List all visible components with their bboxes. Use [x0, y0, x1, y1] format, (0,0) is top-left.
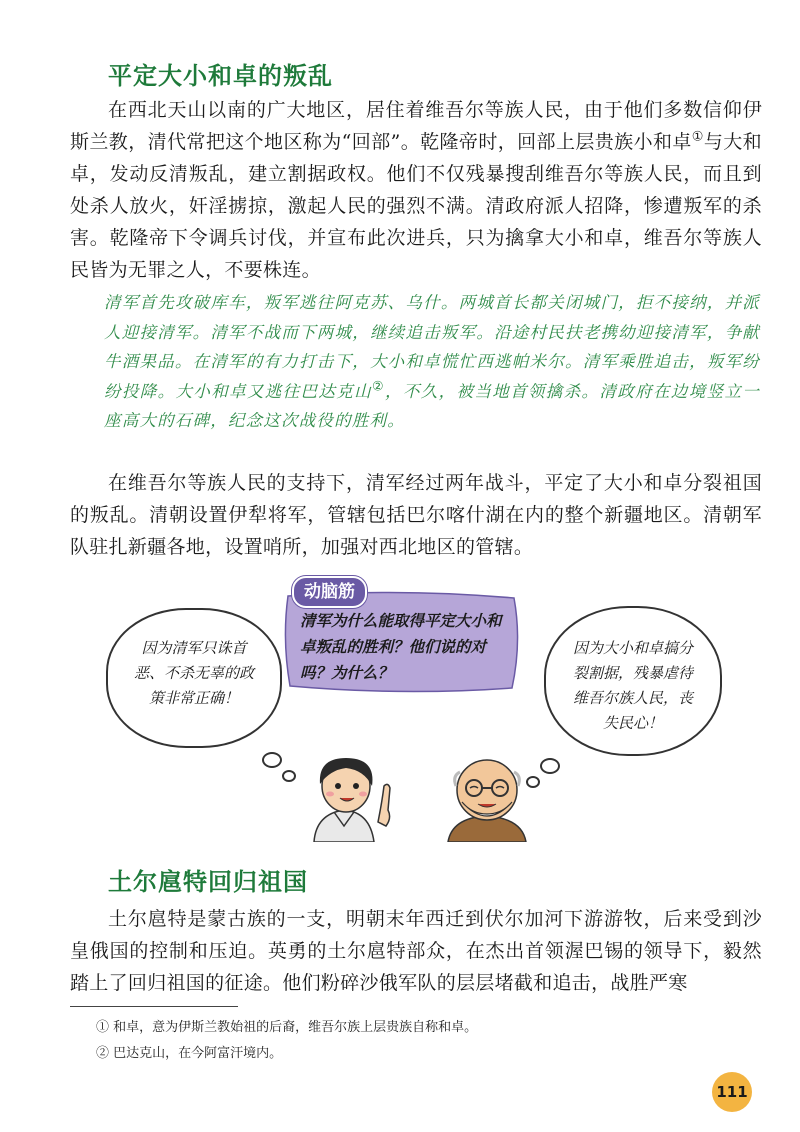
- bubble-tail-dot: [540, 758, 560, 774]
- old-man-illustration: [432, 752, 542, 846]
- body-paragraph: [70, 94, 762, 286]
- activity-title: 动脑筋: [292, 576, 367, 608]
- footnote-marker: ②: [371, 379, 386, 394]
- footnote-marker: ①: [691, 129, 704, 145]
- footnote: ② 巴达克山，在今阿富汗境内。: [96, 1046, 283, 1061]
- paragraph-text: 与大和卓，发动反清叛乱，建立割据政权。他们不仅残暴搜刮维吾尔等族人民，而且到处杀人放火，奸淫掳掠，激起人民的强烈不满。清政府派人招降，惨遭叛军的杀害。乾隆帝下令调兵讨伐，并宣布此次进兵，只为擒拿大小和卓，维吾尔等族人民皆为无罪之人，不要株连。: [70, 131, 762, 281]
- bubble-tail-dot: [262, 752, 282, 768]
- footnote-divider: [70, 1006, 238, 1007]
- speech-bubble-right: 因为大小和卓搞分裂割据，残暴虐待维吾尔族人民，丧失民心！: [544, 606, 722, 756]
- bubble-tail-dot: [282, 770, 296, 782]
- page-number: 111: [712, 1072, 752, 1112]
- speech-bubble-left: 因为清军只诛首恶、不杀无辜的政策非常正确！: [106, 608, 282, 748]
- section-heading: 平定大小和卓的叛乱: [108, 62, 333, 90]
- body-paragraph: 在维吾尔等族人民的支持下，清军经过两年战斗，平定了大小和卓分裂祖国的叛乱。清朝设置伊犁将军，管辖包括巴尔喀什湖在内的整个新疆地区。清朝军队驻扎新疆各地，设置哨所，加强对西北地区的管辖。: [70, 472, 762, 558]
- section-heading: 土尔扈特回归祖国: [108, 868, 308, 896]
- body-paragraph: 土尔扈特是蒙古族的一支，明朝末年西迁到伏尔加河下游游牧，后来受到沙皇俄国的控制和压迫。英勇的土尔扈特部众，在杰出首领渥巴锡的领导下，毅然踏上了回归祖国的征途。他们粉碎沙俄军队的层层堵截和追击，战胜严寒: [70, 908, 762, 994]
- story-text: ，不久，被当地首领擒杀。清政府在边境竖立一座高大的石碑，纪念这次战役的胜利。: [104, 381, 761, 430]
- paragraph-text: 在西北天山以南的广大地区，居住着维吾尔等族人民，由于他们多数信仰伊斯兰教，清代常把这个地区称为“回部”。乾隆帝时，回部上层贵族小和卓: [70, 99, 762, 153]
- footnote: ① 和卓，意为伊斯兰教始祖的后裔，维吾尔族上层贵族自称和卓。: [96, 1020, 478, 1035]
- boy-illustration: [300, 752, 410, 846]
- activity-question: 清军为什么能取得平定大小和卓叛乱的胜利？他们说的对吗？为什么？: [300, 612, 502, 682]
- story-passage: [104, 288, 760, 436]
- story-text: 清军首先攻破库车，叛军逃往阿克苏、乌什。两城首长都关闭城门，拒不接纳，并派人迎接清军。清军不战而下两城，继续追击叛军。沿途村民扶老携幼迎接清军，争献牛酒果品。在清军的有力打击下，大小和卓慌忙西逃帕米尔。清军乘胜追击，叛军纷纷投降。大小和卓又逃往巴达克山: [104, 293, 760, 401]
